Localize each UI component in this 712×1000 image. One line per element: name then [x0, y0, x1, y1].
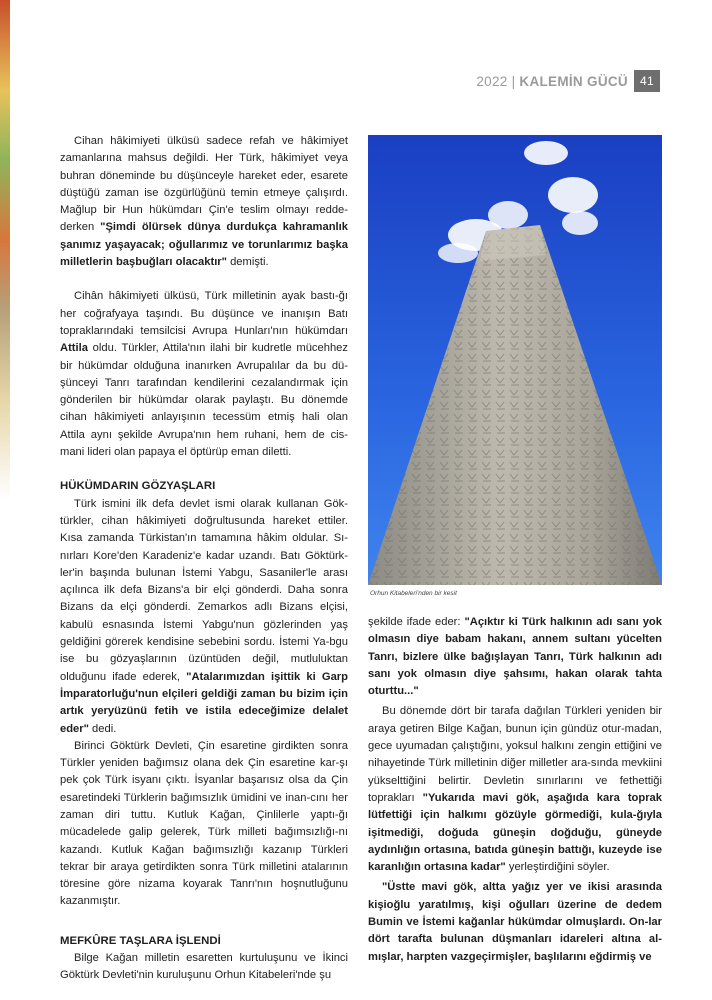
- left-column: [60, 133, 348, 985]
- paragraph: [368, 614, 662, 700]
- orhun-inscription-photo: [368, 135, 662, 585]
- text: demişti.: [226, 256, 269, 269]
- text: yerleştirdiğini söyler.: [505, 861, 610, 874]
- paragraph: [368, 879, 662, 965]
- paragraph: Birinci Göktürk Devleti, Çin esaretine girdikten sonra Türkler yeniden bağımsız olana dek Çin esaretine kar-şı pek çok Türk isyanı çıktı. İsyanlar başarısız olsa da Çin esaretindeki Türklerin bağımsızlık ümidini ve inan-cını her zaman diri tuttu. Kutluk Kağan, Çinlilerle yaptı-ğı mücadelede galip gelerek, Türk milleti bağımsızlığı-nı kazandı. Kutluk Kağan bağımsızlığı kazanıp Türkleri tekrar bir araya getirdikten sonra Türk milletini atalarının töresine göre nizama koyarak Tanrı'nın hoşnutluğunu kazanmıştır.: [60, 739, 348, 908]
- page-edge-artwork: [0, 0, 10, 500]
- section-heading: MEFKÛRE TAŞLARA İŞLENDİ: [60, 934, 221, 947]
- text: Cihân hâkimiyeti ülküsü, Türk milletinin ayak bastı-ğı her coğrafyaya taşındı. Bu düşünce ve inanışın Batı topraklarındaki temsilcisi Avrupa Hunları'nın hükümdarı: [60, 290, 348, 337]
- right-column: [368, 614, 662, 966]
- paragraph: [60, 133, 348, 271]
- paragraph: [60, 288, 348, 461]
- text: dedi.: [88, 722, 117, 735]
- header-year: 2022: [476, 73, 508, 89]
- running-header: [476, 70, 660, 92]
- header-separator: |: [511, 73, 516, 89]
- paragraph: Bilge Kağan milletin esaretten kurtuluşunu ve İkinci Göktürk Devleti'nin kuruluşunu Orhun Kitabeleri'nde şu: [60, 952, 348, 982]
- stone-stele-illustration: [368, 135, 662, 585]
- text: oldu. Türkler, Attila'nın ilahi bir kudretle mücehhez bir hükümdar olduğuna inanırken Avrupalılar da bu dü-şünceyi Tanrı tarafından kendilerini cezalandırmak için gönderilen bir hükümdar olarak paylaştı. Bu dönemde cihan hâkimiyeti anlayışının tecessüm etmiş hali olan Attila aynı şekilde Avrupa'nın hem ruhani, hem de cis-mani lideri olan papaya el öptürüp eman diletti.: [60, 342, 348, 459]
- header-magazine-title: KALEMİN GÜCÜ: [519, 73, 628, 89]
- quote: "Üstte mavi gök, altta yağız yer ve ikisi arasında kişioğlu yaratılmış, kişi oğulları üzerine de dedem Bumin ve İstemi kağanlar hükümdar olmuşlardı. On-lar dört tarafta bulunan düşmanları idareleri altına al-mışlar, harpten vazgeçirmişler, başlılarını eğdirmiş ve: [368, 881, 662, 963]
- name-attila: Attila: [60, 342, 88, 355]
- page-number: 41: [634, 70, 660, 92]
- paragraph: [60, 496, 348, 738]
- text: Türk ismini ilk defa devlet ismi olarak kullanan Gök-türkler, cihan hâkimiyeti doğrultusunda hareket ettiler. Kısa zamanda Türkistan'ın tamamına hâkim oldular. Sı-nırları Kore'den Karadeniz'e kadar uzandı. Batı Göktürk-ler'in başında bulunan İstemi Yabgu, Sasaniler'le arası açılınca ilk defa Bizans'a bir elçi gönderdi. Daha sonra Bizans da elçi gönderdi. Zemarkos adlı Bizans elçisi, kabulü esnasında İstemi Yabgu'nun gözlerinden yaş geldiğini görerek kendisine sebebini sordu. İstemi Ya-bgu ise bu gözyaşlarının üzüntüden değil, mutluluktan olduğunu ifade ederek,: [60, 497, 348, 683]
- quote: "Yukarıda mavi gök, aşağıda kara toprak lütfettiği için halkımı gözüyle görmediği, kula-ğıyla işitmediği, doğuda güneşin doğduğu, güneyde aydınlığın ortasına, batıda güneşin battığı, kuzeyde ise karanlığın ortasına kadar": [368, 791, 663, 874]
- quote: "Atalarımızdan işittik ki Garp İmparatorluğu'nun elçileri geldiği zaman bu bizim için artık yeryüzünü fetih ve istila edeceğimize delalet eder": [60, 670, 348, 735]
- section-heading: HÜKÜMDARIN GÖZYAŞLARI: [60, 480, 216, 493]
- paragraph: [368, 703, 662, 876]
- text: Cihan hâkimiyeti ülküsü sadece refah ve hâkimiyet zamanlarına mahsus değildi. Her Türk, hâkimiyet veya buhran döneminde bu düşünceyle hareket eder, esarete düştüğü zaman ise özgürlüğünü temin etmeye çalışırdı. Mağlup bir Hun hükümdarı Çin'e teslim olmayı redde-derken: [60, 135, 348, 234]
- text: Bu dönemde dört bir tarafa dağılan Türkleri yeniden bir araya getiren Bilge Kağan, bunun için gündüz otur-madan, gece uyumadan çalıştığını, yoksul halkını zengin ettiğini ve nihayetinde Türk milletinin diğer milletler ara-sında mevkiini yükselttiğini belirtir. Devletin sınırlarını ve fethettiği toprakları: [368, 705, 662, 804]
- photo-caption: Orhun Kitabeleri'nden bir kesit: [370, 590, 457, 597]
- quote: "Şimdi ölürsek dünya durdukça kahramanlık şanımız yaşayacak; oğullarımız ve torunlarımız başka milletlerin başbuğları olacaktır": [60, 221, 348, 269]
- quote: "Açıktır ki Türk halkının adı sanı yok olmasın diye babam hakanı, annem sultanı yücelten Tanrı, bizlere ülke bağışlayan Tanrı, Türk halkının adı sanı yok olmasın diye şahsımı, hakan olarak tahta oturttu...": [368, 616, 662, 698]
- text: şekilde ifade eder:: [368, 616, 465, 628]
